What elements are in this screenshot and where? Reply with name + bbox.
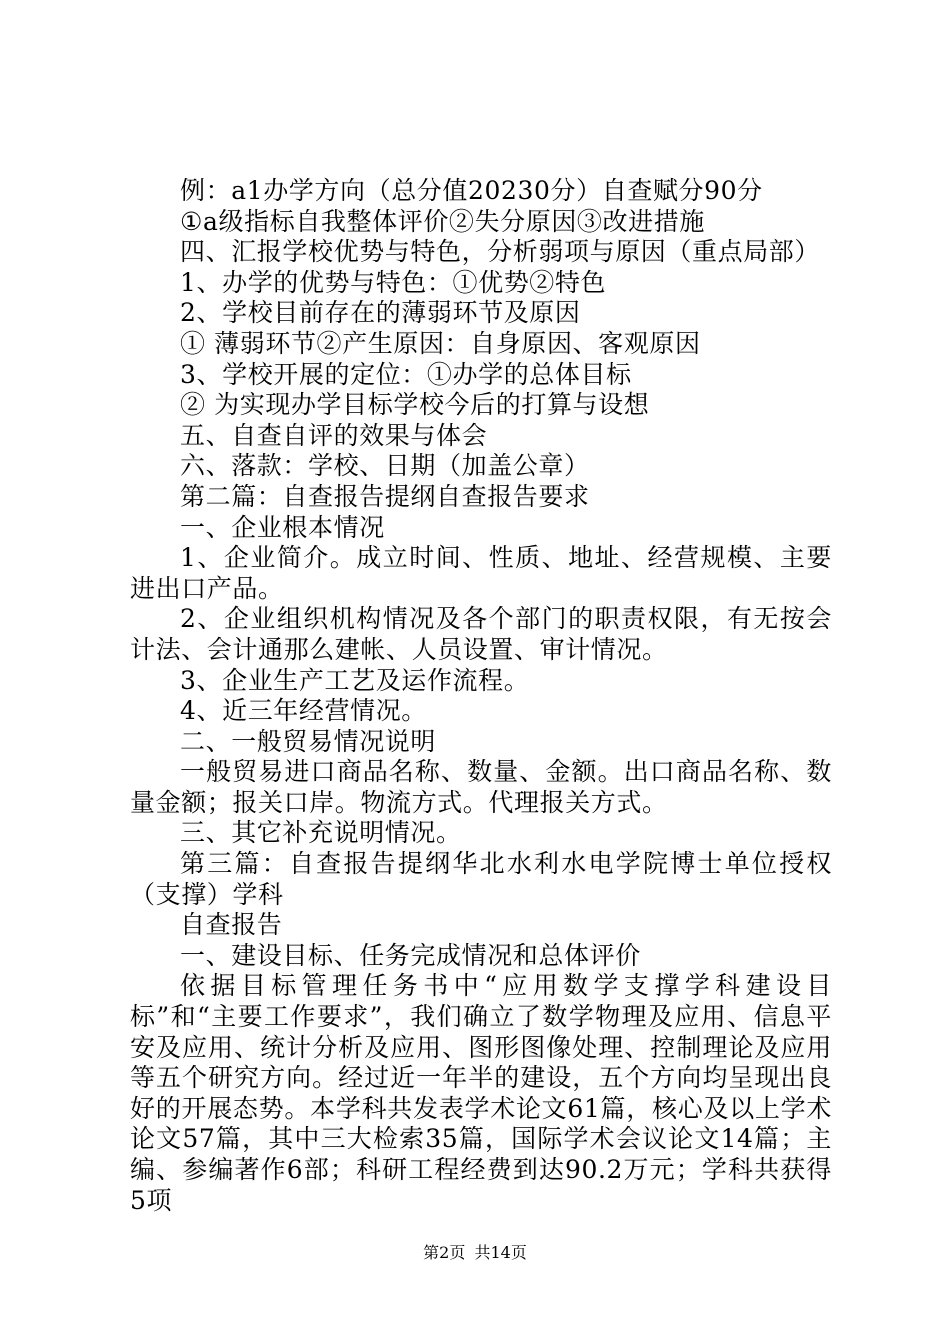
page-footer (0, 1243, 950, 1263)
heading-part-2: 第二篇：自查报告提纲自查报告要求 (180, 481, 590, 511)
heading-section-5: 五、自查自评的效果与体会 (180, 420, 488, 450)
page-total: 共14页 (474, 1243, 527, 1262)
paragraph-5: 2、学校目前存在的薄弱环节及原因 (180, 298, 581, 328)
paragraph-2: ①a级指标自我整体评价②失分原因③改进措施 (180, 206, 705, 236)
paragraph-13: 1、企业简介。成立时间、性质、地址、经营规模、主要进出口产品。 (130, 543, 832, 603)
paragraph-7: 3、学校开展的定位：①办学的总体目标 (180, 359, 632, 389)
heading-general-trade: 二、一般贸易情况说明 (180, 726, 437, 756)
heading-section-6: 六、落款：学校、日期（加盖公章） (180, 451, 590, 481)
paragraph-1: 例：a1办学方向（总分值20230分）自查赋分90分 (180, 176, 763, 205)
heading-part-3: 第三篇：自查报告提纲华北水利水电学院博士单位授权（支撑）学科 (130, 849, 832, 909)
paragraph-15: 3、企业生产工艺及运作流程。 (180, 665, 530, 695)
paragraph-18: 一般贸易进口商品名称、数量、金额。出口商品名称、数量金额；报关口岸。物流方式。代理报关方式。 (130, 757, 832, 817)
document-body (130, 176, 832, 1216)
paragraph-4: 1、办学的优势与特色：①优势②特色 (180, 267, 607, 297)
paragraph-14: 2、企业组织机构情况及各个部门的职责权限，有无按会计法、会计通那么建帐、人员设置、审计情况。 (130, 604, 832, 664)
heading-enterprise-basics: 一、企业根本情况 (180, 512, 385, 542)
heading-self-check-report: 自查报告 (180, 910, 283, 940)
heading-other-notes: 三、其它补充说明情况。 (180, 818, 462, 848)
page-number: 第2页 (423, 1243, 466, 1262)
paragraph-16: 4、近三年经营情况。 (180, 696, 427, 726)
heading-goals: 一、建设目标、任务完成情况和总体评价 (180, 940, 641, 970)
paragraph-8: ② 为实现办学目标学校今后的打算与设想 (180, 390, 650, 420)
paragraph-23: 依据目标管理任务书中“应用数学支撑学科建设目标”和“主要工作要求”，我们确立了数学物理及应用、信息平安及应用、统计分析及应用、图形图像处理、控制理论及应用等五个研究方向。经过近一年半的建设，五个方向均呈现出良好的开展态势。本学科共发表学术论文61篇，核心及以上学术论文57篇，其中三大检索35篇，国际学术会议论文14篇；主编、参编著作6部；科研工程经费到达90.2万元；学科共获得5项 (130, 971, 832, 1215)
paragraph-6: ① 薄弱环节②产生原因：自身原因、客观原因 (180, 328, 701, 358)
heading-section-4: 四、汇报学校优势与特色，分析弱项与原因（重点局部） (180, 237, 821, 267)
